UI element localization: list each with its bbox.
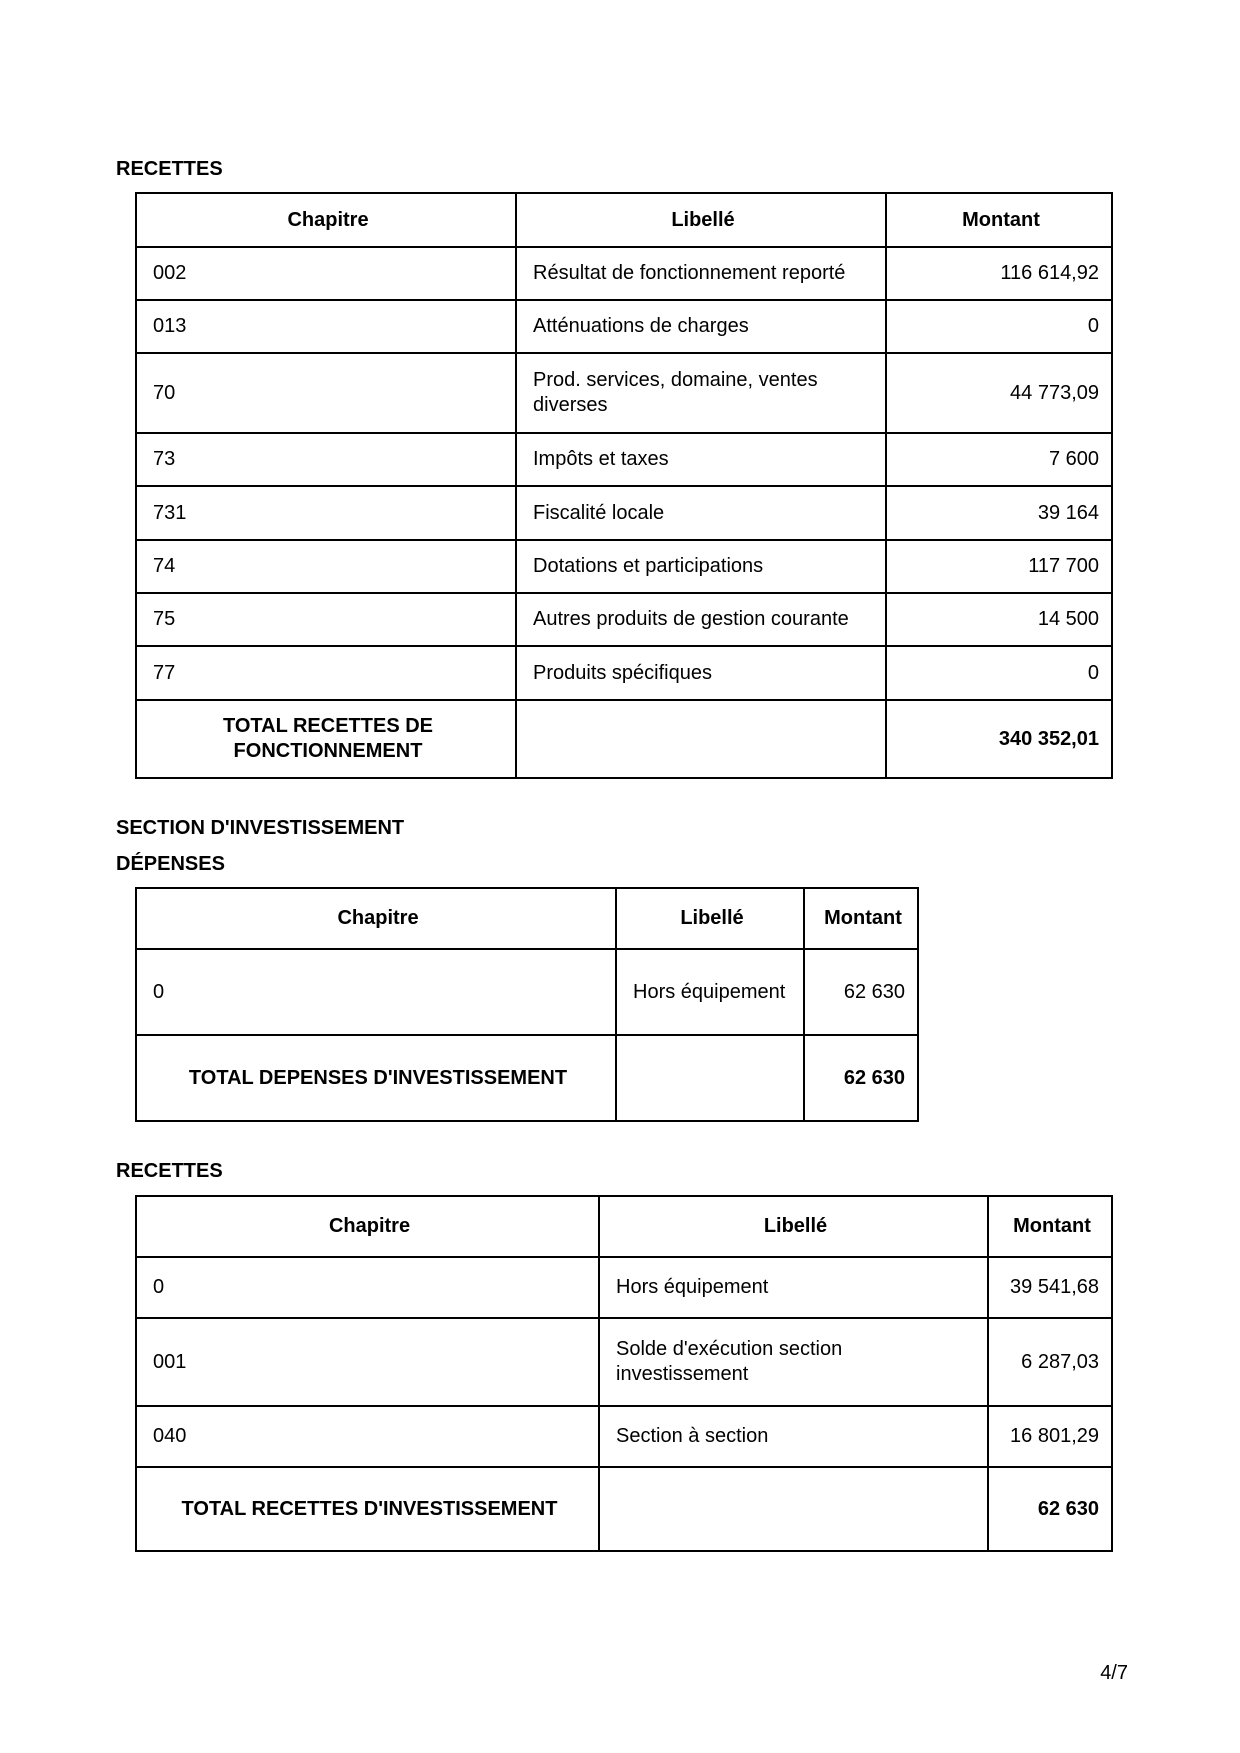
header-libelle: Libellé [599, 1196, 988, 1257]
cell-libelle: Produits spécifiques [516, 646, 886, 700]
cell-libelle: Autres produits de gestion courante [516, 593, 886, 646]
table-header-row [136, 193, 1112, 247]
table-row [136, 1318, 1112, 1406]
cell-libelle: Hors équipement [616, 949, 804, 1035]
header-libelle: Libellé [616, 888, 804, 949]
cell-montant: 116 614,92 [886, 247, 1112, 300]
total-label: TOTAL DEPENSES D'INVESTISSEMENT [136, 1035, 616, 1121]
total-libelle [616, 1035, 804, 1121]
cell-montant: 39 164 [886, 486, 1112, 540]
header-montant: Montant [804, 888, 918, 949]
cell-montant: 0 [886, 300, 1112, 353]
header-chapitre: Chapitre [136, 1196, 599, 1257]
cell-libelle: Fiscalité locale [516, 486, 886, 540]
table-row [136, 1406, 1112, 1467]
total-montant: 62 630 [804, 1035, 918, 1121]
total-row [136, 1035, 918, 1121]
header-montant: Montant [886, 193, 1112, 247]
page-number: 4/7 [1100, 1662, 1128, 1684]
cell-montant: 62 630 [804, 949, 918, 1035]
cell-montant: 117 700 [886, 540, 1112, 593]
cell-montant: 16 801,29 [988, 1406, 1112, 1467]
table-row [136, 593, 1112, 646]
cell-libelle: Prod. services, domaine, ventes diverses [516, 353, 886, 433]
header-chapitre: Chapitre [136, 193, 516, 247]
total-libelle [599, 1467, 988, 1551]
cell-chapitre: 74 [136, 540, 516, 593]
table-row [136, 300, 1112, 353]
cell-montant: 44 773,09 [886, 353, 1112, 433]
total-label: TOTAL RECETTES DE FONCTIONNEMENT [136, 700, 516, 778]
section-investissement-heading: SECTION D'INVESTISSEMENT [116, 817, 405, 839]
cell-libelle: Impôts et taxes [516, 433, 886, 486]
cell-chapitre: 0 [136, 1257, 599, 1318]
table-header-row [136, 888, 918, 949]
header-montant: Montant [988, 1196, 1112, 1257]
cell-libelle: Résultat de fonctionnement reporté [516, 247, 886, 300]
total-row [136, 700, 1112, 778]
cell-libelle: Solde d'exécution section investissement [599, 1318, 988, 1406]
cell-montant: 39 541,68 [988, 1257, 1112, 1318]
recettes-investissement-table [135, 1195, 1113, 1552]
table-row [136, 949, 918, 1035]
header-libelle: Libellé [516, 193, 886, 247]
cell-libelle: Section à section [599, 1406, 988, 1467]
table-row [136, 540, 1112, 593]
cell-chapitre: 70 [136, 353, 516, 433]
cell-chapitre: 75 [136, 593, 516, 646]
cell-libelle: Dotations et participations [516, 540, 886, 593]
cell-montant: 6 287,03 [988, 1318, 1112, 1406]
cell-chapitre: 77 [136, 646, 516, 700]
table-row [136, 433, 1112, 486]
table-row [136, 247, 1112, 300]
table-row [136, 646, 1112, 700]
total-montant: 340 352,01 [886, 700, 1112, 778]
cell-chapitre: 001 [136, 1318, 599, 1406]
cell-chapitre: 0 [136, 949, 616, 1035]
total-row [136, 1467, 1112, 1551]
cell-chapitre: 73 [136, 433, 516, 486]
table-row [136, 353, 1112, 433]
cell-libelle: Atténuations de charges [516, 300, 886, 353]
total-montant: 62 630 [988, 1467, 1112, 1551]
cell-chapitre: 731 [136, 486, 516, 540]
table-row [136, 1257, 1112, 1318]
recettes-investissement-heading: RECETTES [116, 1160, 223, 1182]
cell-montant: 14 500 [886, 593, 1112, 646]
table-header-row [136, 1196, 1112, 1257]
cell-libelle: Hors équipement [599, 1257, 988, 1318]
total-libelle [516, 700, 886, 778]
depenses-investissement-table [135, 887, 919, 1122]
table-row [136, 486, 1112, 540]
recettes-fonctionnement-heading: RECETTES [116, 158, 223, 180]
header-chapitre: Chapitre [136, 888, 616, 949]
recettes-fonctionnement-table [135, 192, 1113, 779]
depenses-heading: DÉPENSES [116, 853, 225, 875]
cell-montant: 0 [886, 646, 1112, 700]
cell-montant: 7 600 [886, 433, 1112, 486]
cell-chapitre: 013 [136, 300, 516, 353]
cell-chapitre: 002 [136, 247, 516, 300]
cell-chapitre: 040 [136, 1406, 599, 1467]
total-label: TOTAL RECETTES D'INVESTISSEMENT [136, 1467, 599, 1551]
